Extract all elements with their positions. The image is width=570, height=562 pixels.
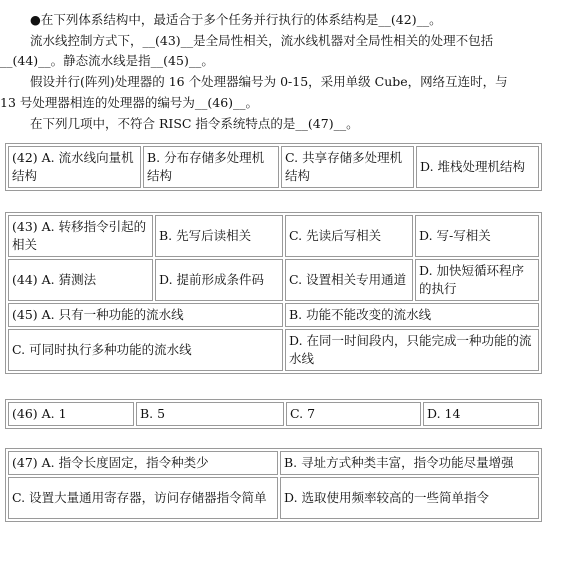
question-47-table — [5, 448, 542, 522]
option-42-b: B. 分布存储多处理机结构 — [143, 146, 279, 188]
question-42-table — [5, 143, 542, 191]
table-row — [8, 451, 539, 475]
option-45-a: (45) A. 只有一种功能的流水线 — [8, 303, 283, 327]
option-47-d: D. 选取使用频率较高的一些简单指令 — [280, 477, 539, 519]
option-42-c: C. 共享存储多处理机结构 — [281, 146, 414, 188]
question-43-45-table — [5, 212, 542, 374]
option-44-c: C. 设置相关专用通道 — [285, 259, 413, 301]
intro-line-6: 在下列几项中，不符合 RISC 指令系统特点的是__(47)__。 — [30, 116, 359, 131]
table-row — [8, 146, 539, 188]
intro-line-5: 13 号处理器相连的处理器的编号为__(46)__。 — [0, 95, 259, 110]
option-46-c: C. 7 — [286, 402, 421, 426]
option-43-d: D. 写-写相关 — [415, 215, 539, 257]
option-46-d: D. 14 — [423, 402, 539, 426]
intro-line-4: 假设并行(阵列)处理器的 16 个处理器编号为 0-15，采用单级 Cube，网络互连时，与 — [30, 74, 508, 89]
intro-line-1: ●在下列体系结构中，最适合于多个任务并行执行的体系结构是__(42)__。 — [30, 12, 442, 27]
table-row — [8, 329, 539, 371]
option-44-a: (44) A. 猜测法 — [8, 259, 153, 301]
table-row — [8, 303, 539, 327]
option-43-a: (43) A. 转移指令引起的相关 — [8, 215, 153, 257]
option-42-a: (42) A. 流水线向量机结构 — [8, 146, 141, 188]
option-44-d: D. 加快短循环程序的执行 — [415, 259, 539, 301]
option-47-b: B. 寻址方式种类丰富，指令功能尽量增强 — [280, 451, 539, 475]
option-43-c: C. 先读后写相关 — [285, 215, 413, 257]
intro-line-3: __(44)__。静态流水线是指__(45)__。 — [0, 53, 214, 68]
option-46-a: (46) A. 1 — [8, 402, 134, 426]
question-46-table — [5, 399, 542, 429]
option-43-b: B. 先写后读相关 — [155, 215, 283, 257]
option-47-c: C. 设置大量通用寄存器，访问存储器指令简单 — [8, 477, 278, 519]
table-row — [8, 477, 539, 519]
option-42-d: D. 堆栈处理机结构 — [416, 146, 539, 188]
option-46-b: B. 5 — [136, 402, 284, 426]
option-45-c: C. 可同时执行多种功能的流水线 — [8, 329, 283, 371]
option-47-a: (47) A. 指令长度固定，指令种类少 — [8, 451, 278, 475]
option-45-d: D. 在同一时间段内，只能完成一种功能的流水线 — [285, 329, 539, 371]
table-row — [8, 402, 539, 426]
option-44-b: D. 提前形成条件码 — [155, 259, 283, 301]
table-row — [8, 259, 539, 301]
intro-line-2: 流水线控制方式下，__(43)__是全局性相关，流水线机器对全局性相关的处理不包括 — [30, 33, 494, 48]
option-45-b: B. 功能不能改变的流水线 — [285, 303, 539, 327]
table-row — [8, 215, 539, 257]
